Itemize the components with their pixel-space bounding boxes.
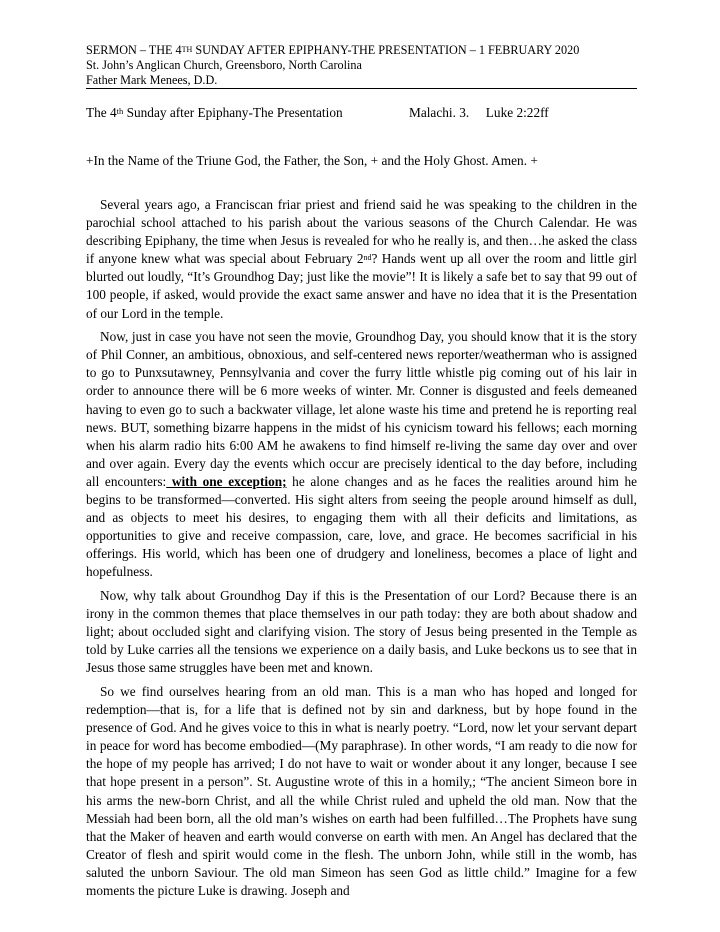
title-sup: th (116, 106, 124, 116)
paragraph-4: So we find ourselves hearing from an old man. This is a man who has hoped and longed for redemption—that is, for a life that is defined not by sin and darkness, but by hope found in the presence of God. And he gives voice to this in what is nearly poetry. “Lord, now let your servant depart in peace for word has become embodied—(My paraphrase). In other words, “I am ready to die now for the hope of my people has arrived; I do not have to wait or wonder about it any longer, because I see that hope present in a person”. St. Augustine wrote of this in a homily,; “The ancient Simeon bore in his arms the new-born Christ, and all the while Christ ruled and upheld the old man. Now that the Messiah had been born, all the old man’s wishes on earth had been fulfilled…The Prophets have sung that the Maker of heaven and earth would converse on earth with men. An Angel has declared that the Creator of flesh and spirit would come in the flesh. The unborn John, while still in the womb, has saluted the unborn Saviour. The old man Simeon has seen God as little child.” Imagine for a few moments the picture Luke is drawing. Joseph and (86, 683, 637, 898)
invocation: +In the Name of the Triune God, the Father, the Son, + and the Holy Ghost. Amen. + (86, 153, 538, 168)
paragraph-2 (86, 328, 637, 581)
paragraph-3: Now, why talk about Groundhog Day if this is the Presentation of our Lord? Because there is an irony in the common themes that place themselves in our path today: they are both about shadow and light; about occluded sight and clarifying vision. The story of Jesus being presented in the Temple as told by Luke carries all the tensions we experience on a daily basis, and Luke beckons us to see that in Jesus those same struggles have been met and known. (86, 587, 637, 676)
p2-text-a: Now, just in case you have not seen the movie, Groundhog Day, you should know that it is the story of Phil Conner, an ambitious, obnoxious, and self-centered news reporter/weatherman who is assigned to go to Punxsutawney, Pennsylvania and cover the furry little whistle pig coming out of his lair in order to announce there will be 6 more weeks of winter. Mr. Conner is disgusted and feels demeaned having to even go to such a backwater village, let alone waste his time and pretend he is reporting real news. BUT, something bizarre happens in the midst of his cynicism toward his fellows; each morning when his alarm radio hits 6:00 AM he awakens to find himself re-living the same day over and over and over again. Every day the events which occur are precisely identical to the day before, including all encounters: (86, 329, 637, 489)
header-line1-sup: TH (181, 45, 193, 54)
title-post: Sunday after Epiphany-The Presentation (123, 105, 343, 120)
sermon-body (86, 196, 637, 906)
p2-emphasis: with one exception; (166, 473, 287, 489)
sermon-title (86, 104, 646, 122)
document-header (86, 43, 637, 89)
header-author-line: Father Mark Menees, D.D. (86, 73, 218, 87)
p1-text-a: Several years ago, a Franciscan friar priest and friend said he was speaking to the children in the parochial school attached to his parish about the various seasons of the Church Calendar. He was describing Epiphany, the time when Jesus is revealed for who he really is, and then…he asked the class if anyone knew what was special about February 2 (86, 197, 637, 267)
p1-text-b: ? Hands went up all over the room and little girl blurted out loudly, “It’s Groundhog Day; just like the movie”! It is likely a safe bet to say that 99 out of 100 people, if asked, would provide the exact same answer and have no idea that it is the Presentation of our Lord in the temple. (86, 251, 637, 321)
p2-text-b: he alone changes and as he faces the realities around him he begins to be transformed—converted. His sight alters from seeing the people around himself as dull, and as objects to meet his desires, to engaging them with all their deficits and limitations, as opportunities to give and receive compassion, care, love, and grace. He becomes sacrificial in his offerings. His world, which has been one of drudgery and loneliness, becomes a place of light and hopefulness. (86, 473, 637, 580)
header-line1-post: SUNDAY AFTER EPIPHANY-THE PRESENTATION – 1 FEBRUARY 2020 (192, 43, 580, 57)
header-line1-pre: SERMON – THE 4 (86, 43, 182, 57)
scripture-reference: Malachi. 3. Luke 2:22ff (409, 105, 549, 120)
header-sermon-line (86, 43, 637, 58)
p1-sup: nd (363, 253, 372, 263)
header-church-line: St. John’s Anglican Church, Greensboro, North Carolina (86, 58, 362, 72)
title-pre: The 4 (86, 105, 117, 120)
paragraph-1 (86, 196, 637, 323)
